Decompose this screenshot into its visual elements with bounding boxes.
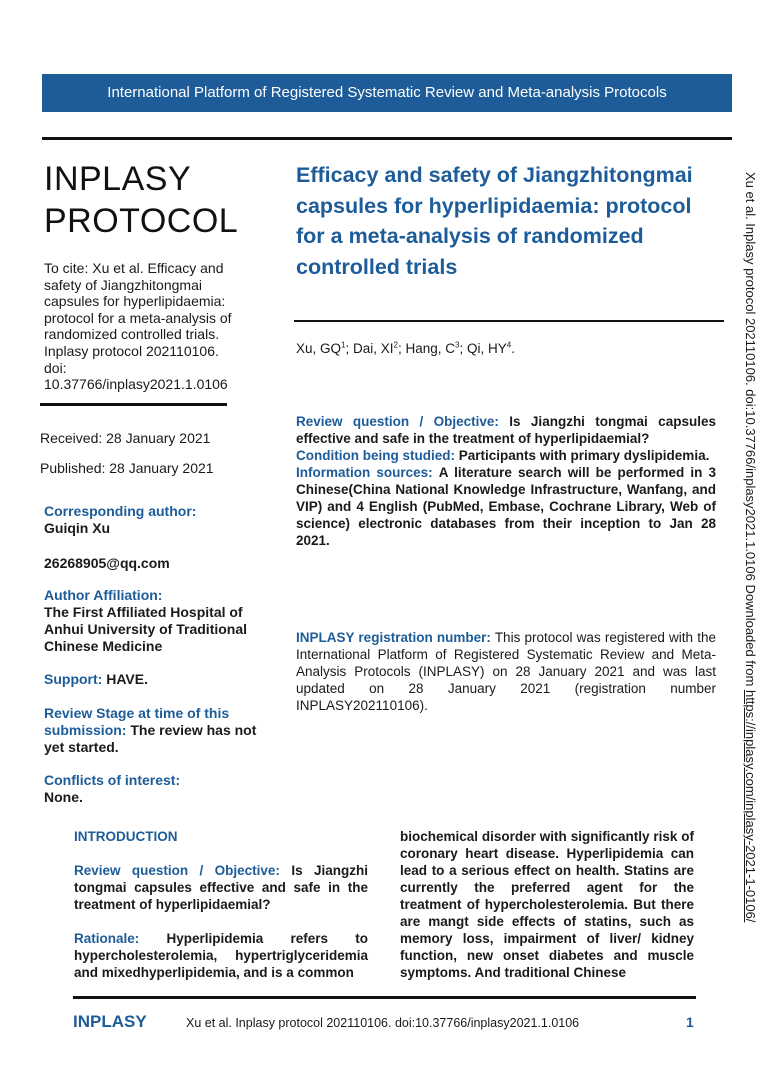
brand-line-1: INPLASY: [44, 160, 192, 198]
author: Xu, $GQ^1$;: [296, 340, 353, 356]
brand-line-2: PROTOCOL: [44, 202, 239, 240]
footer-citation: Xu et al. Inplasy protocol 202110106. doi:10.37766/inplasy2021.1.0106: [186, 1016, 580, 1030]
review-stage: [44, 705, 259, 756]
conflicts-value: None.: [44, 789, 83, 805]
affiliation-label: Author Affiliation:: [44, 587, 163, 603]
download-side-note: Xu et al. Inplasy protocol 202110106. doi:10.37766/inplasy2021.1.0106 Downloaded from https://inplasy.com/inplasy-2021-1-0106/: [743, 172, 758, 923]
author-email[interactable]: 26268905@qq.com: [44, 555, 170, 571]
left-rule: [40, 403, 227, 406]
published-date: Published: 28 January 2021: [40, 460, 214, 476]
footer-rule: [73, 996, 696, 999]
cite-text: To cite: Xu et al. Efficacy and safety of Jiangzhitongmai capsules for hyperlipidaemia: protocol for a meta-analysis of randomized controlled trials. Inplasy protocol 202110106. doi: 10.37766/inplasy2021.1.0106: [44, 260, 232, 393]
corresponding-author: [44, 503, 259, 537]
author-affiliation: [44, 587, 259, 655]
title-rule: [294, 320, 724, 322]
author: Hang, $C^3$;: [405, 340, 467, 356]
received-date: Received: 28 January 2021: [40, 430, 211, 446]
abstract-sources: Information sources: A literature search will be performed in 3 Chinese(China National Knowledge Infrastructure, Wanfang, and VIP) and 4 English (PubMed, Embase, Cochrane Library, Web of science) electronic databases from their inception to Jan 28 2021.: [296, 465, 716, 548]
download-link[interactable]: https://inplasy.com/inplasy-2021-1-0106/: [743, 689, 758, 923]
author: Dai, $XI^2$;: [352, 340, 406, 356]
article-title: Efficacy and safety of Jiangzhitongmai capsules for hyperlipidaemia: protocol for a meta-analysis of randomized controlled trials: [296, 163, 693, 279]
conflicts-label: Conflicts of interest:: [44, 772, 181, 788]
journal-banner: International Platform of Registered Systematic Review and Meta-analysis Protocols: [42, 74, 732, 112]
page-number: 1: [686, 1014, 694, 1030]
registration-text: This protocol was registered with the International Platform of Registered Systematic Review and Meta-Analysis Protocols (INPLASY) on 28 January 2021 and was last updated on 28 January 2021 (registration number INPLASY202110106).: [296, 630, 717, 713]
support-value: HAVE.: [106, 671, 148, 687]
review-stage-label: Review Stage at time of this submission:: [44, 705, 230, 738]
review-stage-value: The review has not yet started.: [44, 722, 257, 755]
intro-left-column: [74, 828, 368, 981]
registration-label: INPLASY registration number:: [296, 630, 491, 645]
intro-right-column: biochemical disorder with significantly risk of coronary heart disease. Hyperlipidemia can lead to a serious effect on health. Statins are currently the preferred agent for the treatment of hypercholesterolemia. But there are mangt side effects of statins, such as memory loss, impairment of liver/ kidney function, new onset diabetes and muscle symptoms. And traditional Chinese: [400, 829, 694, 980]
brand-title: [44, 158, 264, 242]
registration-block: [296, 629, 716, 714]
intro-heading: INTRODUCTION: [74, 829, 178, 844]
abstract-review-question: Review question / Objective: Is Jiangzhi tongmai capsules effective and safe in the treatment of hyperlipidaemial?: [296, 414, 716, 446]
affiliation-text: The First Affiliated Hospital of Anhui University of Traditional Chinese Medicine: [44, 604, 248, 654]
conflicts: [44, 772, 259, 806]
support: [44, 671, 259, 688]
support-label: Support:: [44, 671, 103, 687]
abstract-condition: Condition being studied: Participants with primary dyslipidemia.: [296, 448, 710, 463]
intro-review-question: Review question / Objective: Is Jiangzhi tongmai capsules effective and safe in the treatment of hyperlipidaemial?: [74, 863, 368, 912]
intro-rationale: Rationale: Hyperlipidemia refers to hypercholesterolemia, hypertriglyceridemia and mixedhyperlipidemia, and is a common: [74, 931, 368, 980]
author: Qi, $HY^4$.: [466, 340, 515, 356]
footer-brand: INPLASY: [73, 1012, 147, 1031]
corresponding-label: Corresponding author:: [44, 503, 197, 519]
abstract-block: [296, 413, 716, 549]
header-rule: [42, 137, 732, 140]
corresponding-name: Guiqin Xu: [44, 520, 111, 536]
author-list: [296, 340, 515, 356]
